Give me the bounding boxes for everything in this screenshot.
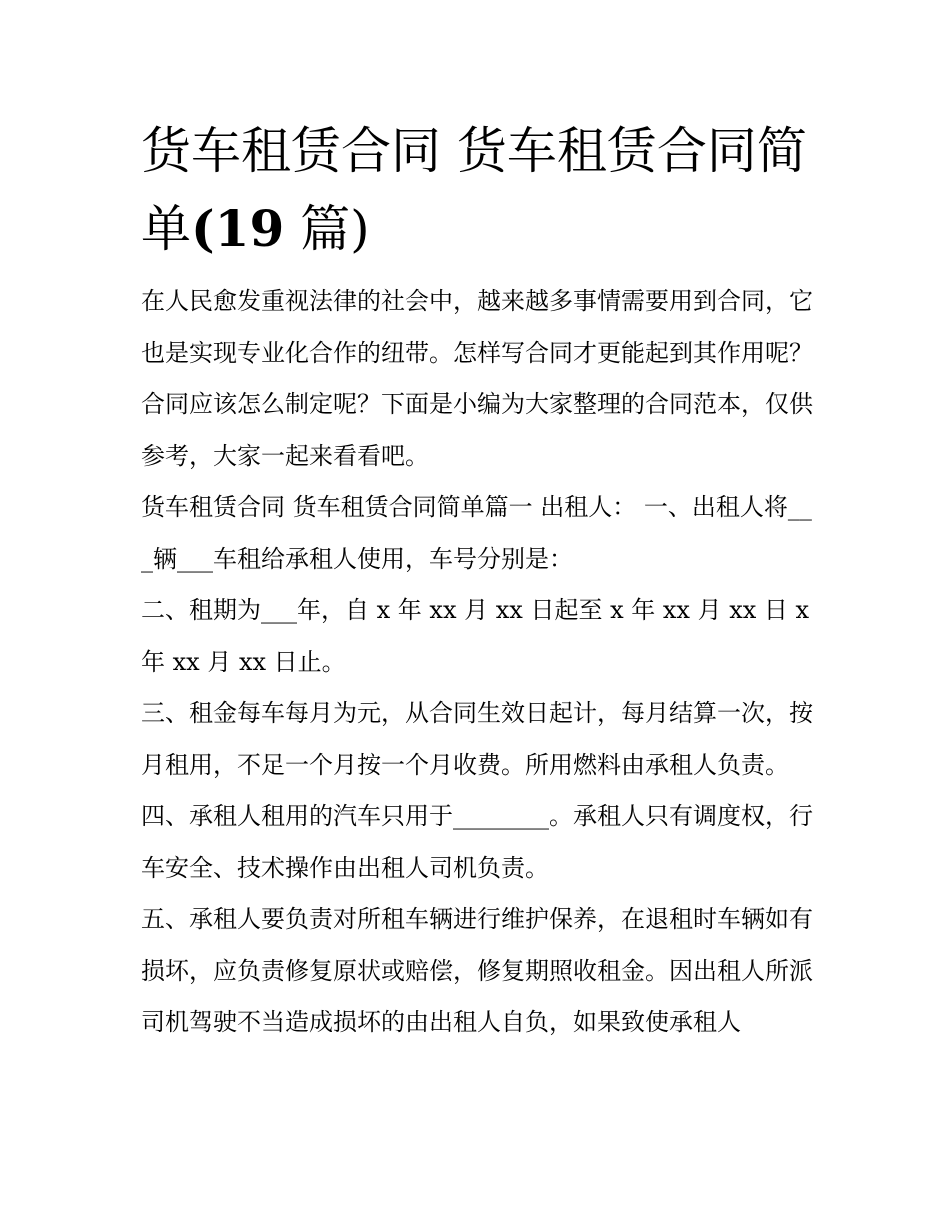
paragraph-clause-2: 二、租期为___年，自 x 年 xx 月 xx 日起至 x 年 xx 月 xx 日 x 年 xx 月 xx 日止。	[141, 596, 810, 676]
paragraph-clause-4: 四、承租人租用的汽车只用于________。承租人只有调度权，行车安全、技术操作由出租人司机负责。	[141, 802, 813, 882]
title-text: 货车租赁合同 货车租赁合同简单	[141, 122, 807, 258]
title-count: (19	[191, 199, 285, 258]
paragraph-clause-3: 三、租金每车每月为元，从合同生效日起计，每月结算一次，按月租用，不足一个月按一个月收费。所用燃料由承租人负责。	[141, 699, 813, 779]
paragraph-clause-1: 货车租赁合同 货车租赁合同简单篇一 出租人： 一、出租人将___辆___车租给承租人使用，车号分别是：	[141, 493, 812, 573]
title-suffix: 篇)	[284, 200, 370, 258]
document-body	[141, 276, 821, 1049]
paragraph-intro: 在人民愈发重视法律的社会中，越来越多事情需要用到合同，它也是实现专业化合作的纽带。怎样写合同才更能起到其作用呢？合同应该怎么制定呢？下面是小编为大家整理的合同范本，仅供参考，大家一起来看看吧。	[141, 287, 813, 470]
paragraph-clause-5: 五、承租人要负责对所租车辆进行维护保养，在退租时车辆如有损坏，应负责修复原状或赔偿，修复期照收租金。因出租人所派司机驾驶不当造成损坏的由出租人自负，如果致使承租人	[141, 905, 813, 1036]
document-title	[141, 112, 821, 268]
